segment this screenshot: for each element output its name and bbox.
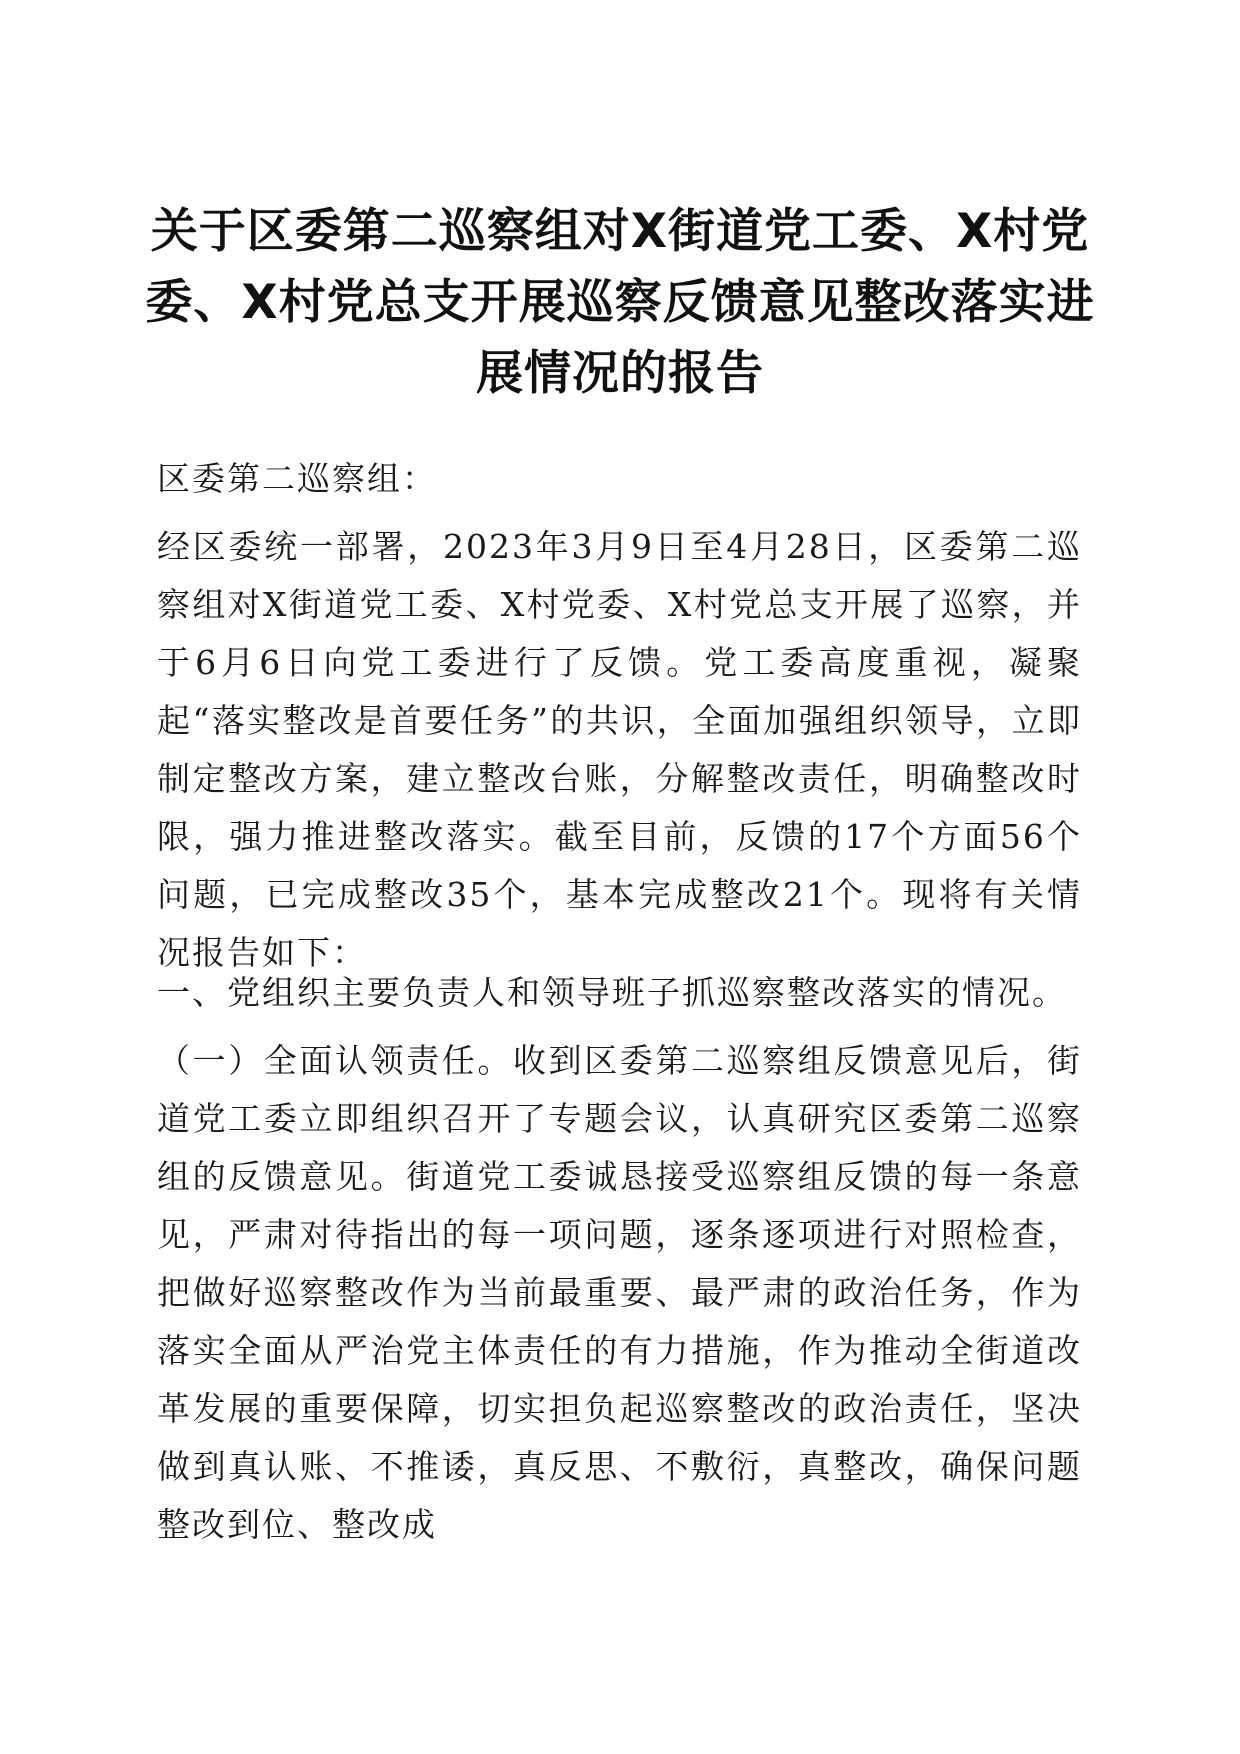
paragraph-responsibility: （一）全面认领责任。收到区委第二巡察组反馈意见后，街道党工委立即组织召开了专题会议，认真研究区委第二巡察组的反馈意见。街道党工委诚恳接受巡察组反馈的每一条意见，严肃对待指出的每一项问题，逐条逐项进行对照检查，把做好巡察整改作为当前最重要、最严肃的政治任务，作为落实全面从严治党主体责任的有力措施，作为推动全街道改革发展的重要保障，切实担负起巡察整改的政治责任，坚决做到真认账、不推诿，真反思、不敷衍，真整改，确保问题整改到位、整改成 bbox=[157, 1041, 1082, 1544]
paragraph-overview: 经区委统一部署，2023年3月9日至4月28日，区委第二巡察组对X街道党工委、X村党委、X村党总支开展了巡察，并于6月6日向党工委进行了反馈。党工委高度重视，凝聚起“落实整改是首要任务”的共识，全面加强组织领导，立即制定整改方案，建立整改台账，分解整改责任，明确整改时限，强力推进整改落实。截至目前，反馈的17个方面56个问题，已完成整改35个，基本完成整改21个。现将有关情况报告如下： bbox=[157, 527, 1082, 972]
salutation: 区委第二巡察组： bbox=[157, 459, 437, 498]
document-title: 关于区委第二巡察组对X街道党工委、X村党委、X村党总支开展巡察反馈意见整改落实进展情况的报告 bbox=[145, 204, 1095, 401]
section-heading-1: 一、党组织主要负责人和领导班子抓巡察整改落实的情况。 bbox=[157, 973, 1067, 1012]
